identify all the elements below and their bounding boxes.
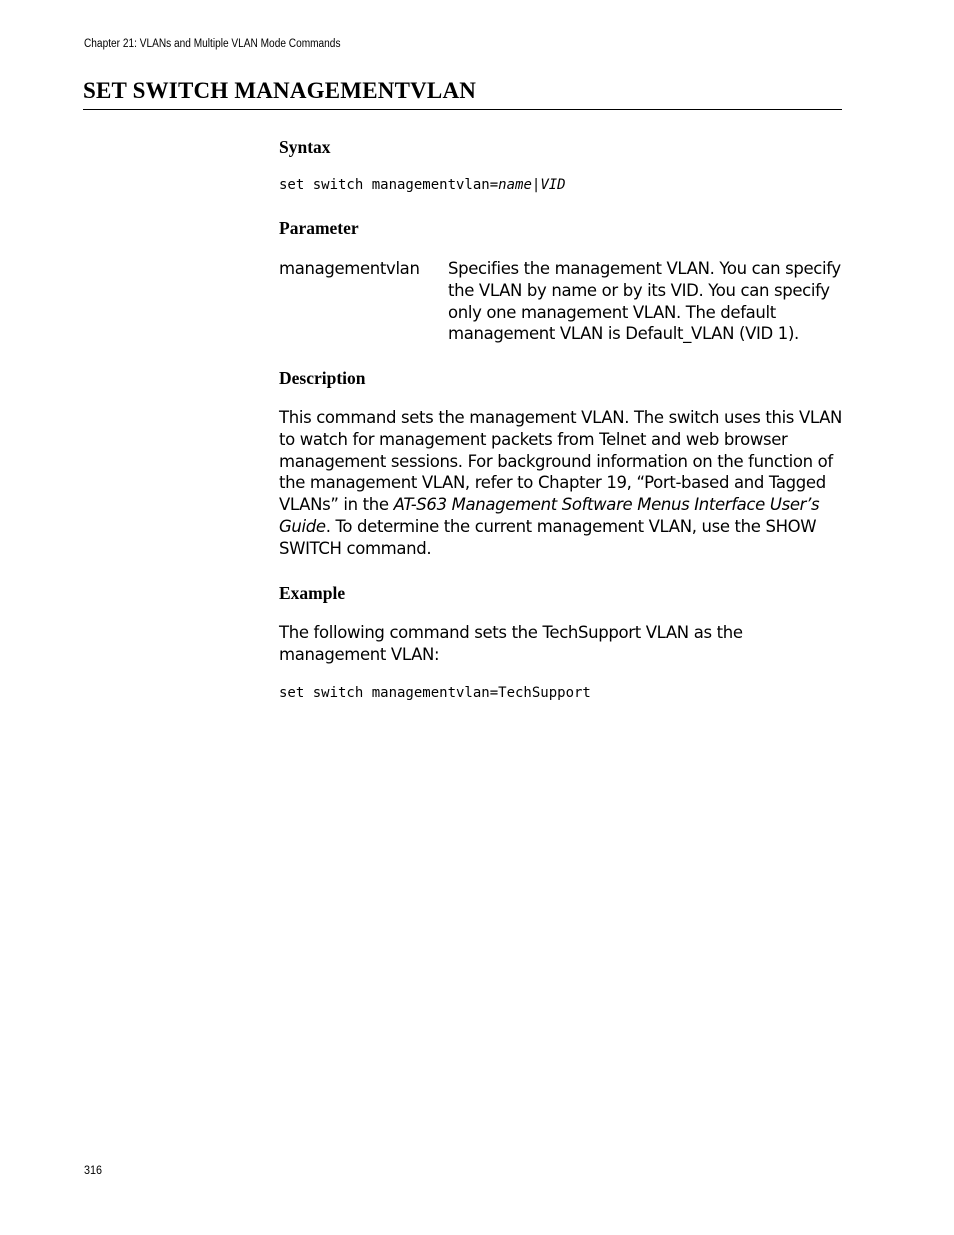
parameter-description: Specifies the management VLAN. You can specify the VLAN by name or by its VID. You can specify only one management VLAN. The default management VLAN is Default_VLAN (VID 1).: [448, 259, 841, 344]
syntax-command: [279, 177, 566, 193]
syntax-separator: |: [531, 177, 541, 193]
guide-title: AT-S63 Management Software Menus Interface User’s Guide: [279, 495, 820, 536]
example-command: set switch managementvlan=TechSupport: [279, 685, 591, 701]
syntax-heading: Syntax: [279, 137, 331, 157]
description-text-after: . To determine the current management VLAN, use the SHOW SWITCH command.: [279, 516, 817, 558]
parameter-name: managementvlan: [279, 259, 420, 278]
syntax-arg-vid: VID: [540, 177, 566, 193]
page-number: 316: [84, 1163, 103, 1177]
example-heading: Example: [279, 583, 346, 603]
title-rule: [83, 109, 842, 110]
description-text-before: This command sets the management VLAN. The switch uses this VLAN to watch for management packets from Telnet and web browser management sessions. For background information on the function of the management VLAN, refer to Chapter 19, “Port-based and Tagged VLANs” in the: [279, 408, 843, 515]
syntax-arg-name: name: [498, 177, 532, 193]
example-text: The following command sets the TechSupport VLAN as the management VLAN:: [279, 623, 743, 664]
description-heading: Description: [279, 368, 366, 388]
syntax-command-prefix: set switch managementvlan=: [279, 177, 499, 193]
description-text: [279, 407, 844, 560]
running-head: Chapter 21: VLANs and Multiple VLAN Mode Commands: [84, 38, 341, 50]
parameter-heading: Parameter: [279, 218, 359, 238]
page-title: SET SWITCH MANAGEMENTVLAN: [83, 78, 477, 103]
